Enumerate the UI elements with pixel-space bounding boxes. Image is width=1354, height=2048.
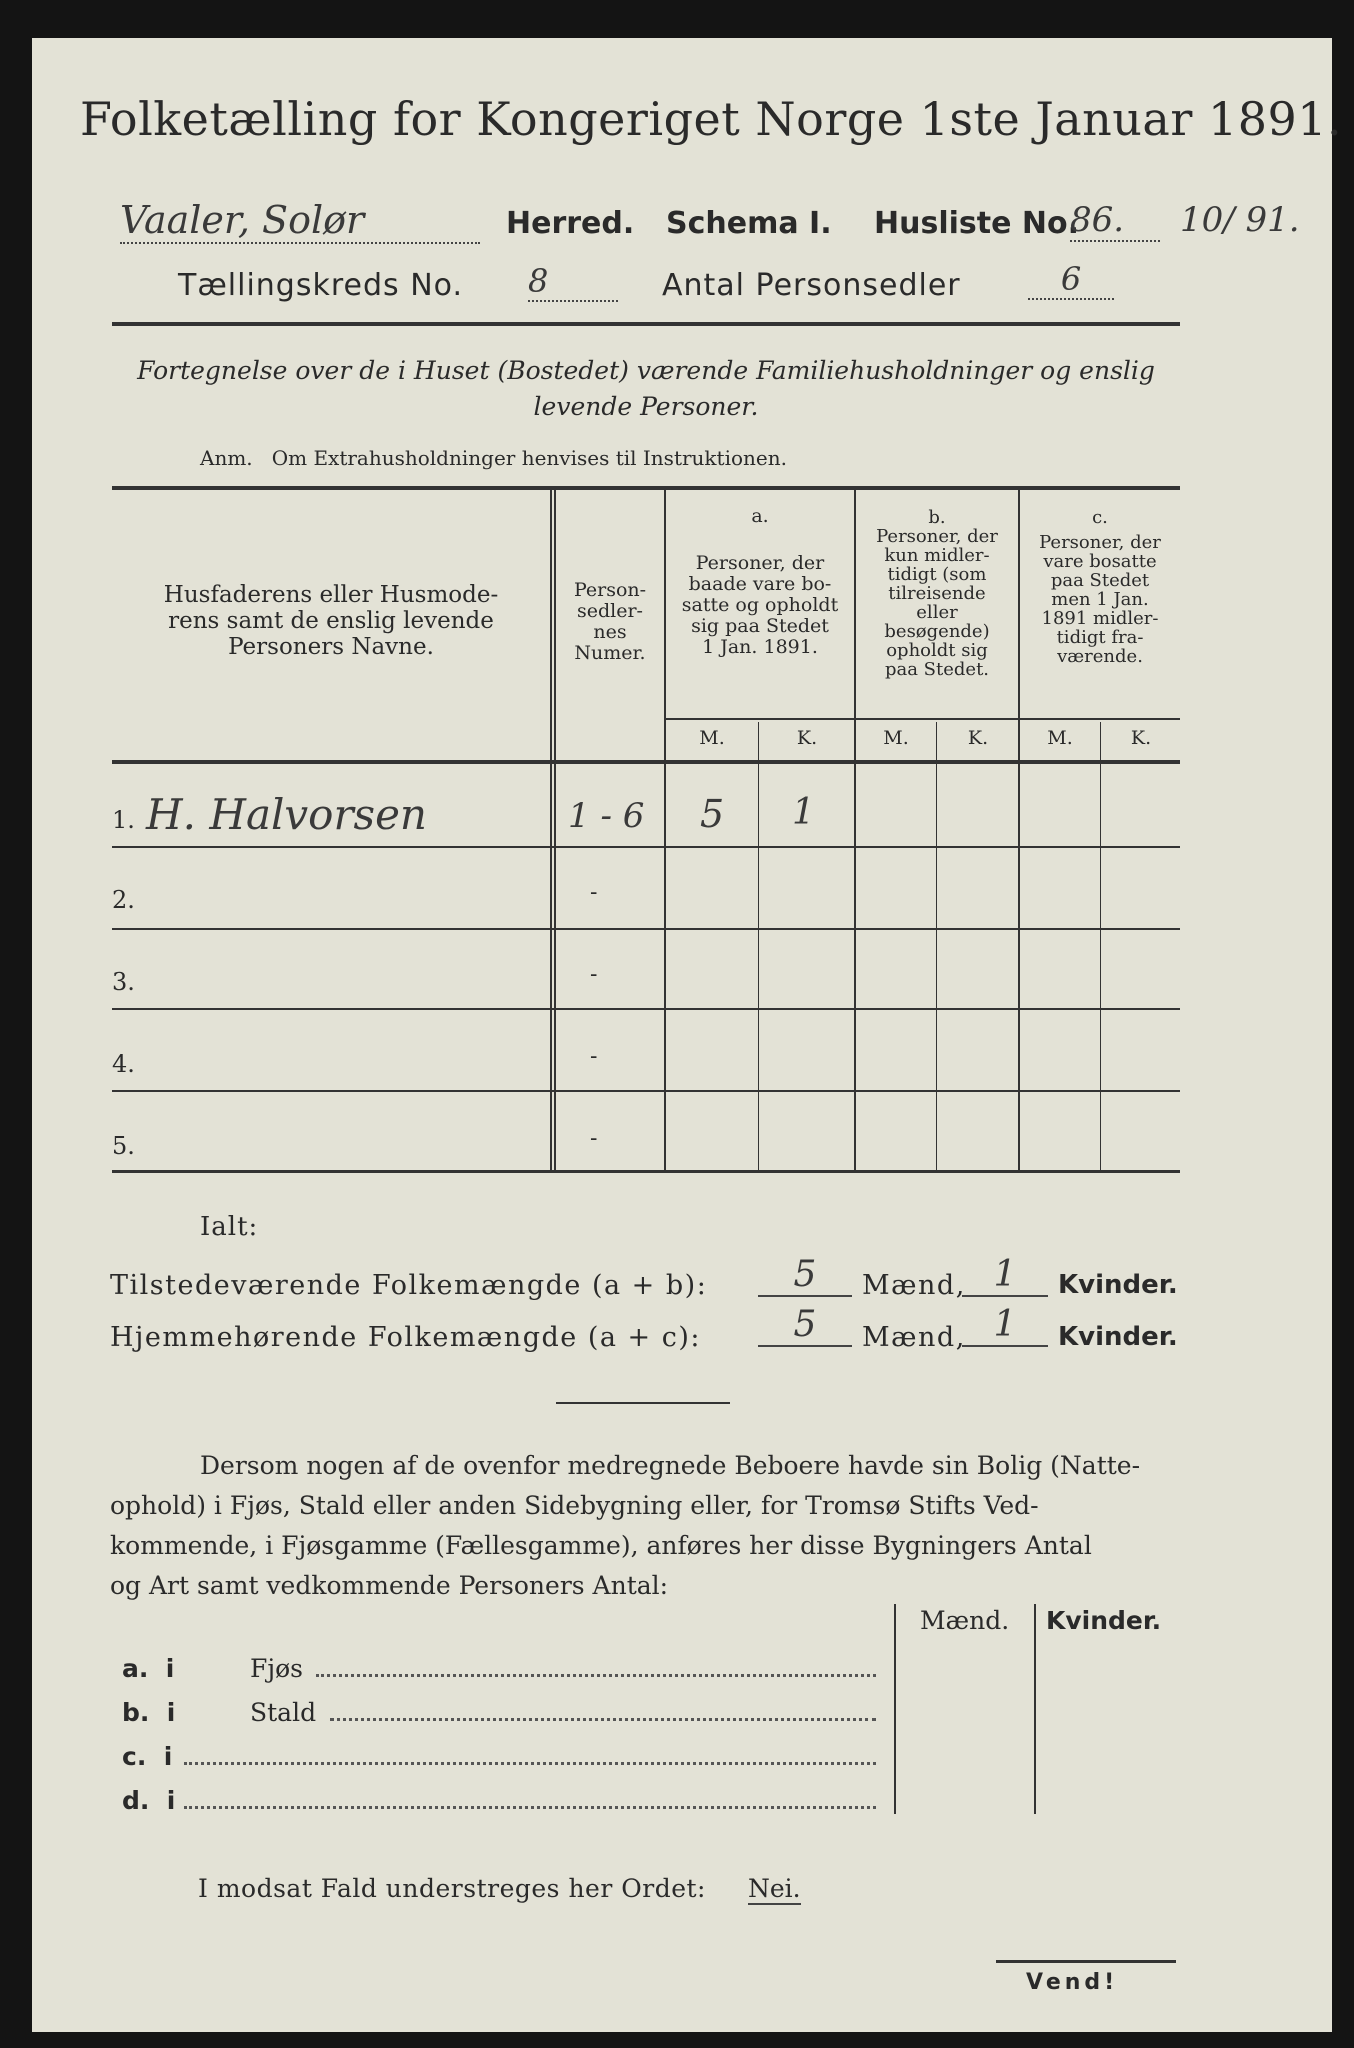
row-1-a-m: 5 (700, 792, 725, 836)
row-1-num: 1. (112, 806, 135, 834)
buildings-divider-1 (894, 1604, 896, 1814)
antal-value: 6 (1028, 260, 1114, 300)
antal-label: Antal Personsedler (662, 268, 961, 303)
anm-note: Anm. Om Extrahusholdninger henvises til Instruktionen. (200, 446, 787, 470)
tilstede-kvinder-value: 1 (962, 1254, 1048, 1297)
row-5-num: 5. (112, 1132, 135, 1160)
row-3-rule (112, 1008, 1180, 1010)
row-1-rule (112, 846, 1180, 848)
row-c-leader (184, 1762, 876, 1765)
nei-word: Nei. (748, 1874, 801, 1903)
row-a-letter: a. i (122, 1654, 175, 1683)
a-k-label: K. (796, 727, 818, 749)
row-2-sedler: - (590, 880, 598, 905)
col-num-header: Person- sedler- nes Numer. (573, 579, 647, 664)
row-1-a-k: 1 (792, 792, 815, 833)
hjemme-maend-label: Mænd, (862, 1322, 966, 1353)
row-3-num: 3. (112, 968, 135, 996)
row-3-sedler: - (590, 962, 598, 987)
modsat-text: I modsat Fald understreges her Ordet: (198, 1874, 706, 1903)
hjemme-maend-value: 5 (758, 1304, 852, 1347)
a-m-label: M. (699, 727, 725, 749)
b-m-label: M. (883, 727, 909, 749)
kreds-value: 8 (528, 262, 618, 302)
husliste-note: 10/ 91. (1180, 200, 1300, 240)
intro-line1: Fortegnelse over de i Huset (Bostedet) værende Familiehusholdninger og enslig (137, 356, 1155, 385)
col-divider-1 (550, 490, 552, 1170)
mk-rule (664, 718, 1180, 720)
husliste-label: Husliste No. (874, 206, 1079, 241)
row-4-sedler: - (590, 1044, 598, 1069)
row-1-name: H. Halvorsen (146, 790, 427, 839)
row-d-leader (184, 1806, 876, 1809)
b-k-label: K. (967, 727, 989, 749)
row-d-letter: d. i (122, 1786, 176, 1815)
intro-line2: levende Personer. (533, 392, 759, 421)
tilstede-label: Tilstedeværende Folkemængde (a + b): (110, 1270, 708, 1301)
tilstede-maend-label: Mænd, (862, 1270, 966, 1301)
header-rule (112, 322, 1180, 326)
vend-rule (996, 1960, 1176, 1963)
row-a-label: Fjøs (250, 1654, 303, 1683)
herred-label: Herred. (506, 206, 635, 241)
row-2-rule (112, 928, 1180, 930)
row-b-leader (330, 1718, 876, 1721)
kreds-label: Tællingskreds No. (178, 268, 463, 303)
row-b-letter: b. i (122, 1698, 176, 1727)
table-bottom-rule (112, 1170, 1180, 1173)
mk-divider-b (936, 722, 937, 1170)
buildings-paragraph: Dersom nogen af de ovenfor medregnede Beboere havde sin Bolig (Natte- ophold) i Fjøs, Stald eller anden Sidebygning eller, for Tromsø Stifts Ved- kommende, i Fjøsgamme (Fællesgamme), anføres her disse Bygningers Antal og Art samt vedkommende Personers Antal: (110, 1451, 1141, 1600)
separator-rule (556, 1402, 730, 1404)
col-kvinder-header: Kvinder. (1046, 1606, 1162, 1635)
row-c-letter: c. i (122, 1742, 173, 1771)
hjemme-kvinder-label: Kvinder. (1058, 1322, 1178, 1352)
col-b-header: b. Personer, der kun midler- tidigt (som tilreisende eller besøgende) opholdt sig paa Stedet. (876, 507, 998, 680)
ialt-label: Ialt: (200, 1212, 259, 1242)
c-k-label: K. (1130, 727, 1152, 749)
row-1-sedler: 1 - 6 (568, 796, 645, 836)
row-a-leader (316, 1674, 876, 1677)
hjemme-kvinder-value: 1 (962, 1304, 1048, 1347)
row-b-label: Stald (250, 1698, 317, 1727)
row-2-num: 2. (112, 886, 135, 914)
mk-divider-a (758, 722, 759, 1170)
row-4-num: 4. (112, 1050, 135, 1078)
col-c-header: c. Personer, der vare bosatte paa Stedet men 1 Jan. 1891 midler- tidigt fra- værende. (1039, 507, 1161, 667)
col-a-header: a. Personer, der baade vare bo- satte og opholdt sig paa Stedet 1 Jan. 1891. (681, 505, 839, 658)
husliste-value: 86. (1070, 200, 1160, 242)
row-5-sedler: - (590, 1126, 598, 1151)
vend-label: Vend! (1026, 1970, 1119, 1995)
buildings-divider-2 (1034, 1604, 1036, 1814)
herred-value: Vaaler, Solør (120, 198, 480, 244)
schema-label: Schema I. (666, 206, 832, 241)
tilstede-kvinder-label: Kvinder. (1058, 1270, 1178, 1300)
col-names-header: Husfaderens eller Husmode- rens samt de enslig levende Personers Navne. (163, 582, 499, 660)
c-m-label: M. (1047, 727, 1073, 749)
form-title: Folketælling for Kongeriget Norge 1ste Januar 1891. (80, 92, 1343, 146)
col-maend-header: Mænd. (920, 1606, 1010, 1635)
tilstede-maend-value: 5 (758, 1254, 852, 1297)
mk-divider-c (1100, 722, 1101, 1170)
census-sheet (32, 38, 1343, 2032)
hjemme-label: Hjemmehørende Folkemængde (a + c): (110, 1322, 701, 1353)
row-4-rule (112, 1090, 1180, 1092)
